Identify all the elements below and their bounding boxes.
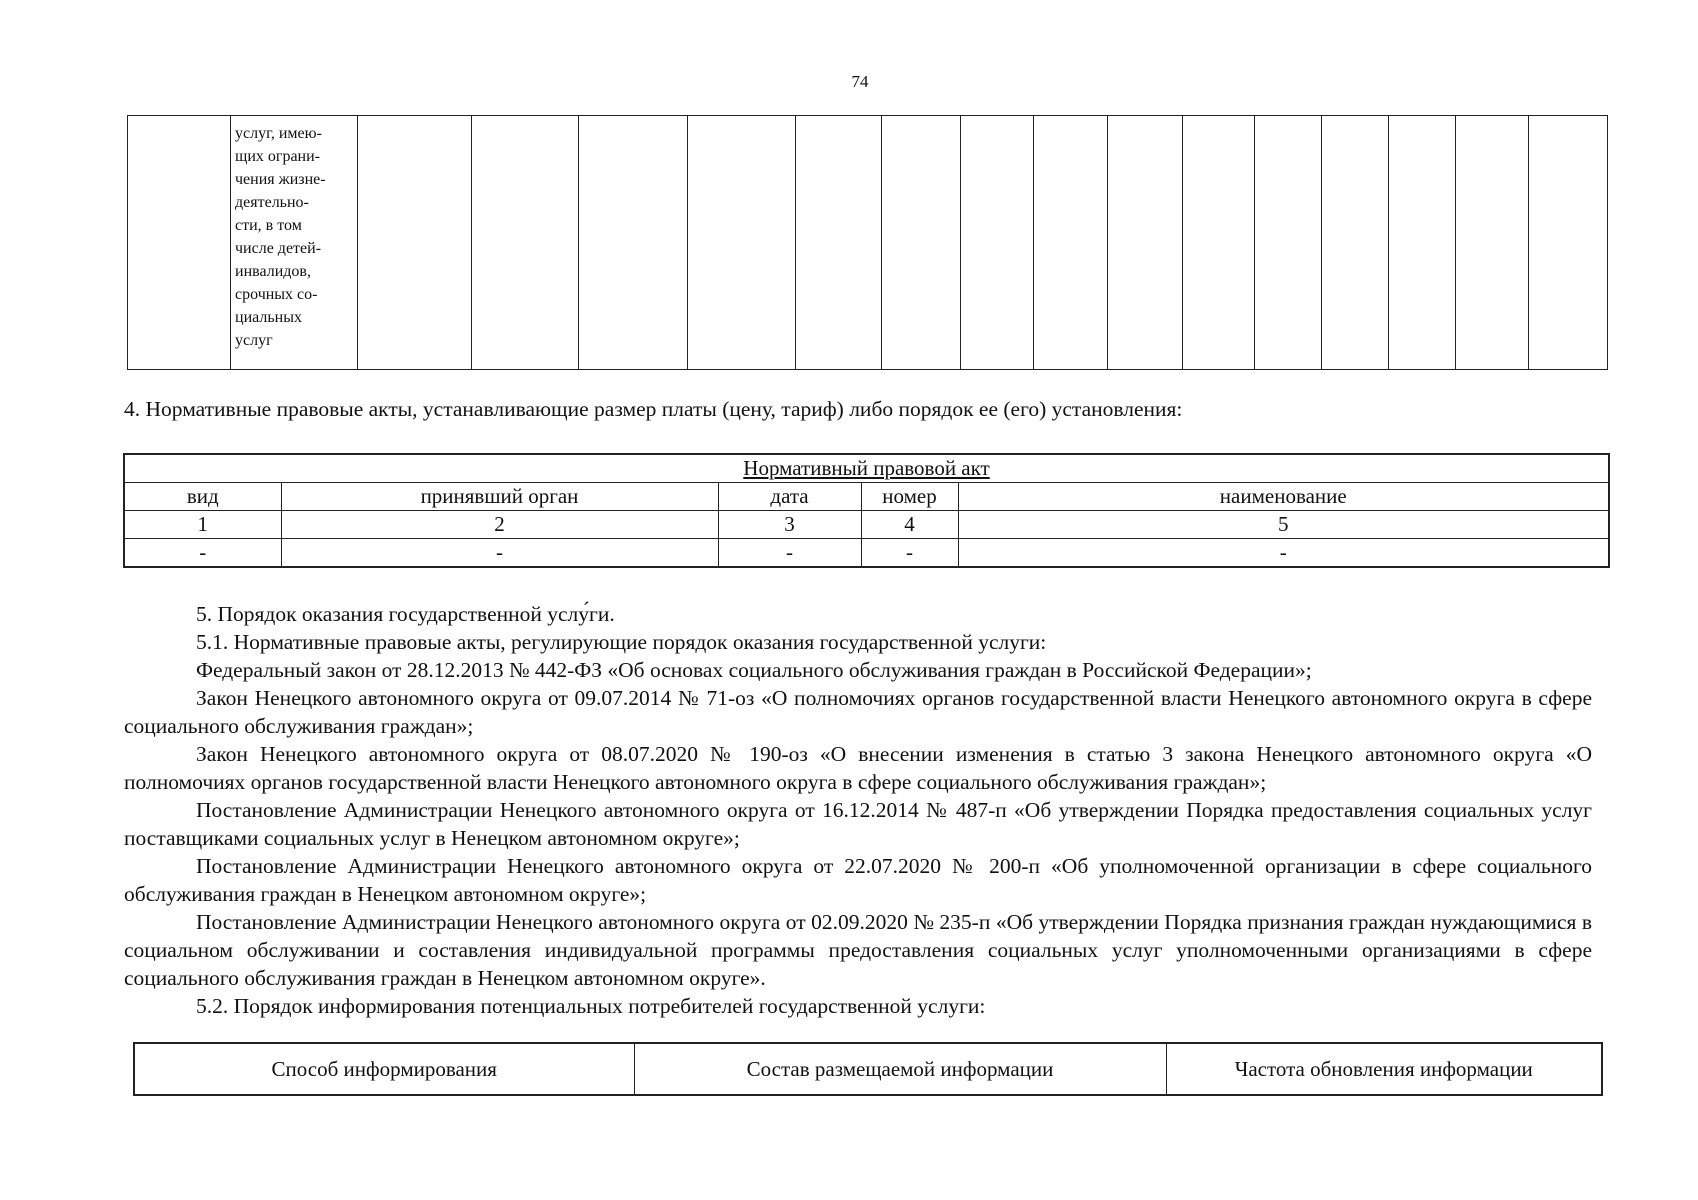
section-5-2-heading: 5.2. Порядок информирования потенциальных потребителей государственной услуги: — [196, 994, 986, 1018]
cont-cell — [1108, 116, 1183, 370]
info-col-header: Способ информирования — [134, 1043, 634, 1095]
acts-value-cell: - — [281, 539, 718, 568]
legal-act-paragraph: Закон Ненецкого автономного округа от 09.07.2014 № 71-оз «О полномочиях органов государственной власти Ненецкого автономного округа в сфере социального обслуживания граждан»; — [124, 686, 1592, 738]
cont-cell — [796, 116, 882, 370]
acts-col-header: номер — [861, 483, 958, 511]
cont-cell — [688, 116, 796, 370]
acts-col-header: наименование — [958, 483, 1609, 511]
acts-col-header: принявший орган — [281, 483, 718, 511]
legal-act-paragraph: Федеральный закон от 28.12.2013 № 442-ФЗ «Об основах социального обслуживания граждан в Российской Федерации»; — [196, 658, 1312, 682]
acts-group-header: Нормативный правовой акт — [124, 454, 1609, 483]
continuation-table — [127, 115, 1608, 370]
cont-cell — [1255, 116, 1322, 370]
cont-cell — [882, 116, 961, 370]
page-number: 74 — [851, 72, 869, 91]
cont-cell-text — [231, 116, 358, 370]
legal-act-paragraph: Закон Ненецкого автономного округа от 08.07.2020 № 190-оз «О внесении изменения в статью 3 закона Ненецкого автономного округа «О полномочиях органов государственной власти Ненецкого автономного округа в сфере социального обслуживания граждан»; — [124, 742, 1592, 794]
acts-col-number: 4 — [861, 511, 958, 539]
cont-cell — [1183, 116, 1255, 370]
legal-act-paragraph: Постановление Администрации Ненецкого автономного округа от 22.07.2020 № 200-п «Об уполномоченной организации в сфере социального обслуживания граждан в Ненецком автономном округе»; — [124, 854, 1592, 906]
acts-value-cell: - — [124, 539, 281, 568]
section-4-heading: 4. Нормативные правовые акты, устанавливающие размер платы (цену, тариф) либо порядок ее (его) установления: — [124, 397, 1183, 421]
normative-acts-table — [123, 453, 1610, 568]
cont-cell — [472, 116, 579, 370]
section-5-1-heading: 5.1. Нормативные правовые акты, регулирующие порядок оказания государственной услуги: — [196, 630, 1047, 654]
acts-col-header: вид — [124, 483, 281, 511]
section-5-heading: 5. Порядок оказания государственной услу́ги. — [196, 602, 615, 626]
acts-col-number: 5 — [958, 511, 1609, 539]
legal-act-paragraph: Постановление Администрации Ненецкого автономного округа от 16.12.2014 № 487-п «Об утверждении Порядка предоставления социальных услуг поставщиками социальных услуг в Ненецком автономном округе»; — [124, 798, 1592, 850]
cont-cell — [579, 116, 688, 370]
section-5-body — [124, 600, 1592, 1020]
acts-col-number: 1 — [124, 511, 281, 539]
acts-value-cell: - — [861, 539, 958, 568]
cont-cell — [1529, 116, 1608, 370]
info-col-header: Состав размещаемой информации — [634, 1043, 1166, 1095]
cont-cell — [128, 116, 231, 370]
acts-col-header: дата — [718, 483, 861, 511]
cont-cell — [1389, 116, 1456, 370]
acts-col-number: 2 — [281, 511, 718, 539]
cont-cell — [961, 116, 1034, 370]
acts-value-cell: - — [958, 539, 1609, 568]
acts-value-cell: - — [718, 539, 861, 568]
cont-cell — [358, 116, 472, 370]
cont-cell — [1456, 116, 1529, 370]
cont-text: услуг, имею- щих ограни- чения жизне- деятельно- сти, в том числе детей- инвалидов, срочных со- циальных услуг — [235, 125, 326, 349]
information-table — [133, 1042, 1603, 1096]
cont-cell — [1322, 116, 1389, 370]
cont-cell — [1034, 116, 1108, 370]
legal-act-paragraph: Постановление Администрации Ненецкого автономного округа от 02.09.2020 № 235-п «Об утверждении Порядка признания граждан нуждающимися в социальном обслуживании и составления индивидуальной программы предоставления социальных услуг уполномоченными организациями в сфере социального обслуживания граждан в Ненецком автономном округе». — [124, 910, 1592, 990]
acts-col-number: 3 — [718, 511, 861, 539]
info-col-header: Частота обновления информации — [1166, 1043, 1602, 1095]
